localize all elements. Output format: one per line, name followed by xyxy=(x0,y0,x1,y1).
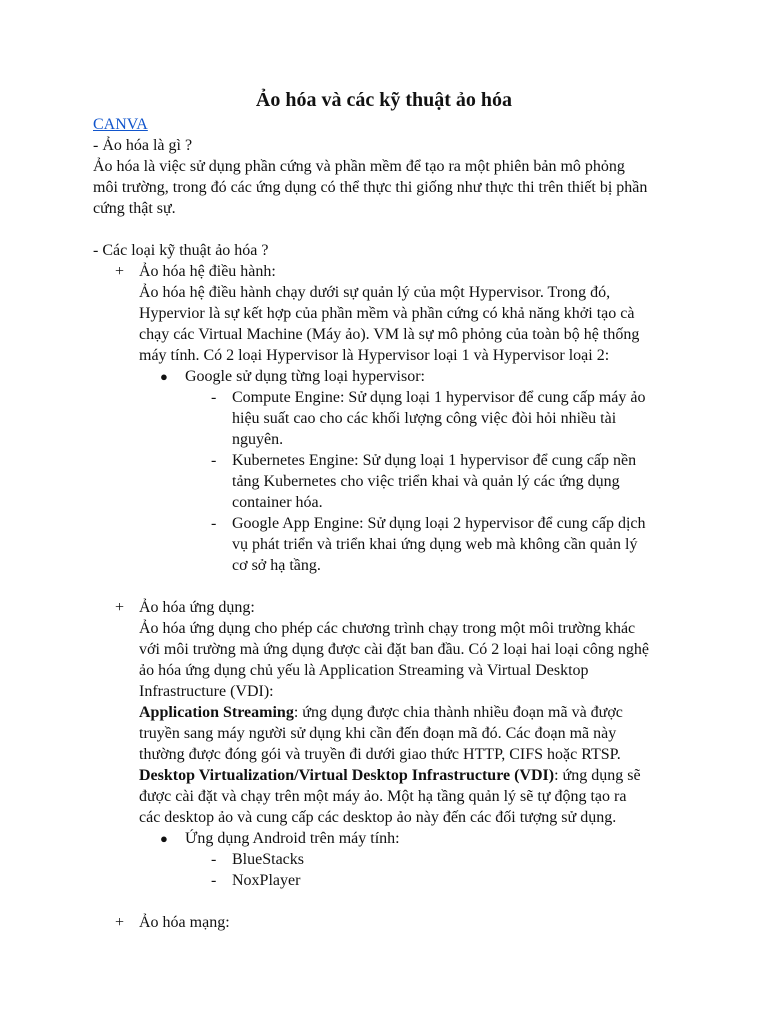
plus-marker: + xyxy=(115,263,125,280)
application-streaming-line: truyền sang máy người sử dụng khi cần đến đoạn mã đó. Các đoạn mã này xyxy=(139,725,617,742)
application-streaming-line xyxy=(139,702,623,723)
canva-link[interactable]: CANVA xyxy=(93,116,148,133)
bullet-marker: ● xyxy=(160,831,168,846)
plus-marker: + xyxy=(115,914,125,931)
bluestacks-item: BlueStacks xyxy=(232,851,304,868)
vdi-term: Desktop Virtualization/Virtual Desktop Infrastructure (VDI) xyxy=(139,767,555,784)
kubernetes-engine-line: Kubernetes Engine: Sử dụng loại 1 hypervisor để cung cấp nền xyxy=(232,452,637,469)
app-engine-line: cơ sở hạ tầng. xyxy=(232,557,321,574)
vdi-line xyxy=(139,765,641,786)
dash-marker: - xyxy=(211,515,217,532)
network-virtualization-heading: Ảo hóa mạng: xyxy=(139,914,230,931)
plus-marker: + xyxy=(115,599,125,616)
application-streaming-text: : ứng dụng được chia thành nhiều đoạn mã và được xyxy=(293,704,623,721)
vdi-line: được cài đặt và chạy trên một máy ảo. Một hạ tầng quản lý sẽ tự động tạo ra xyxy=(139,788,627,805)
app-body-line: ảo hóa ứng dụng chủ yếu là Application Streaming và Virtual Desktop xyxy=(139,662,589,679)
dash-marker: - xyxy=(211,389,217,406)
intro-line: Ảo hóa là việc sử dụng phần cứng và phần mềm để tạo ra một phiên bản mô phỏng xyxy=(93,158,625,175)
page-title: Ảo hóa và các kỹ thuật ảo hóa xyxy=(255,89,513,111)
question-what-is-virtualization: - Ảo hóa là gì ? xyxy=(93,137,193,154)
compute-engine-line: nguyên. xyxy=(232,431,284,448)
os-body-line: chạy các Virtual Machine (Máy ảo). VM là sự mô phỏng của toàn bộ hệ thống xyxy=(139,326,640,343)
os-body-line: máy tính. Có 2 loại Hypervisor là Hypervisor loại 1 và Hypervisor loại 2: xyxy=(139,347,610,364)
compute-engine-line: Compute Engine: Sử dụng loại 1 hypervisor để cung cấp máy ảo xyxy=(232,389,646,406)
application-streaming-line: thường được đóng gói và truyền đi dưới giao thức HTTP, CIFS hoặc RTSP. xyxy=(139,746,621,763)
os-body-line: Hypervior là sự kết hợp của phần mềm và phần cứng có khả năng khởi tạo cà xyxy=(139,305,635,322)
os-body-line: Ảo hóa hệ điều hành chạy dưới sự quản lý của một Hypervisor. Trong đó, xyxy=(139,284,611,301)
dash-marker: - xyxy=(211,851,217,868)
intro-line: cứng thật sự. xyxy=(93,200,176,217)
google-hypervisor-bullet: Google sử dụng từng loại hypervisor: xyxy=(185,368,425,385)
app-body-line: Ảo hóa ứng dụng cho phép các chương trình chạy trong một môi trường khác xyxy=(139,620,636,637)
kubernetes-engine-line: tảng Kubernetes cho việc triển khai và quản lý các ứng dụng xyxy=(232,473,620,490)
compute-engine-line: hiệu suất cao cho các khối lượng công việc đòi hỏi nhiều tài xyxy=(232,410,617,427)
app-engine-line: vụ phát triển và triển khai ứng dụng web mà không cần quản lý xyxy=(232,536,638,553)
dash-marker: - xyxy=(211,872,217,889)
application-streaming-term: Application Streaming xyxy=(139,704,294,721)
android-on-pc-bullet: Ứng dụng Android trên máy tính: xyxy=(185,830,400,847)
os-virtualization-heading: Ảo hóa hệ điều hành: xyxy=(139,263,276,280)
noxplayer-item: NoxPlayer xyxy=(232,872,301,889)
kubernetes-engine-line: container hóa. xyxy=(232,494,323,511)
question-types: - Các loại kỹ thuật ảo hóa ? xyxy=(93,242,269,259)
bullet-marker: ● xyxy=(160,369,168,384)
app-body-line: với môi trường mà ứng dụng được cài đặt ban đầu. Có 2 loại hai loại công nghệ xyxy=(139,641,649,658)
intro-line: môi trường, trong đó các ứng dụng có thể thực thi giống như thực thi trên thiết bị phần xyxy=(93,179,648,196)
vdi-line: các desktop ảo và cung cấp các desktop ảo này đến các đối tượng sử dụng. xyxy=(139,809,617,826)
dash-marker: - xyxy=(211,452,217,469)
app-virtualization-heading: Ảo hóa ứng dụng: xyxy=(139,599,255,616)
vdi-text: : ứng dụng sẽ xyxy=(554,767,641,784)
app-body-line: Infrastructure (VDI): xyxy=(139,683,274,700)
app-engine-line: Google App Engine: Sử dụng loại 2 hypervisor để cung cấp dịch xyxy=(232,515,646,532)
